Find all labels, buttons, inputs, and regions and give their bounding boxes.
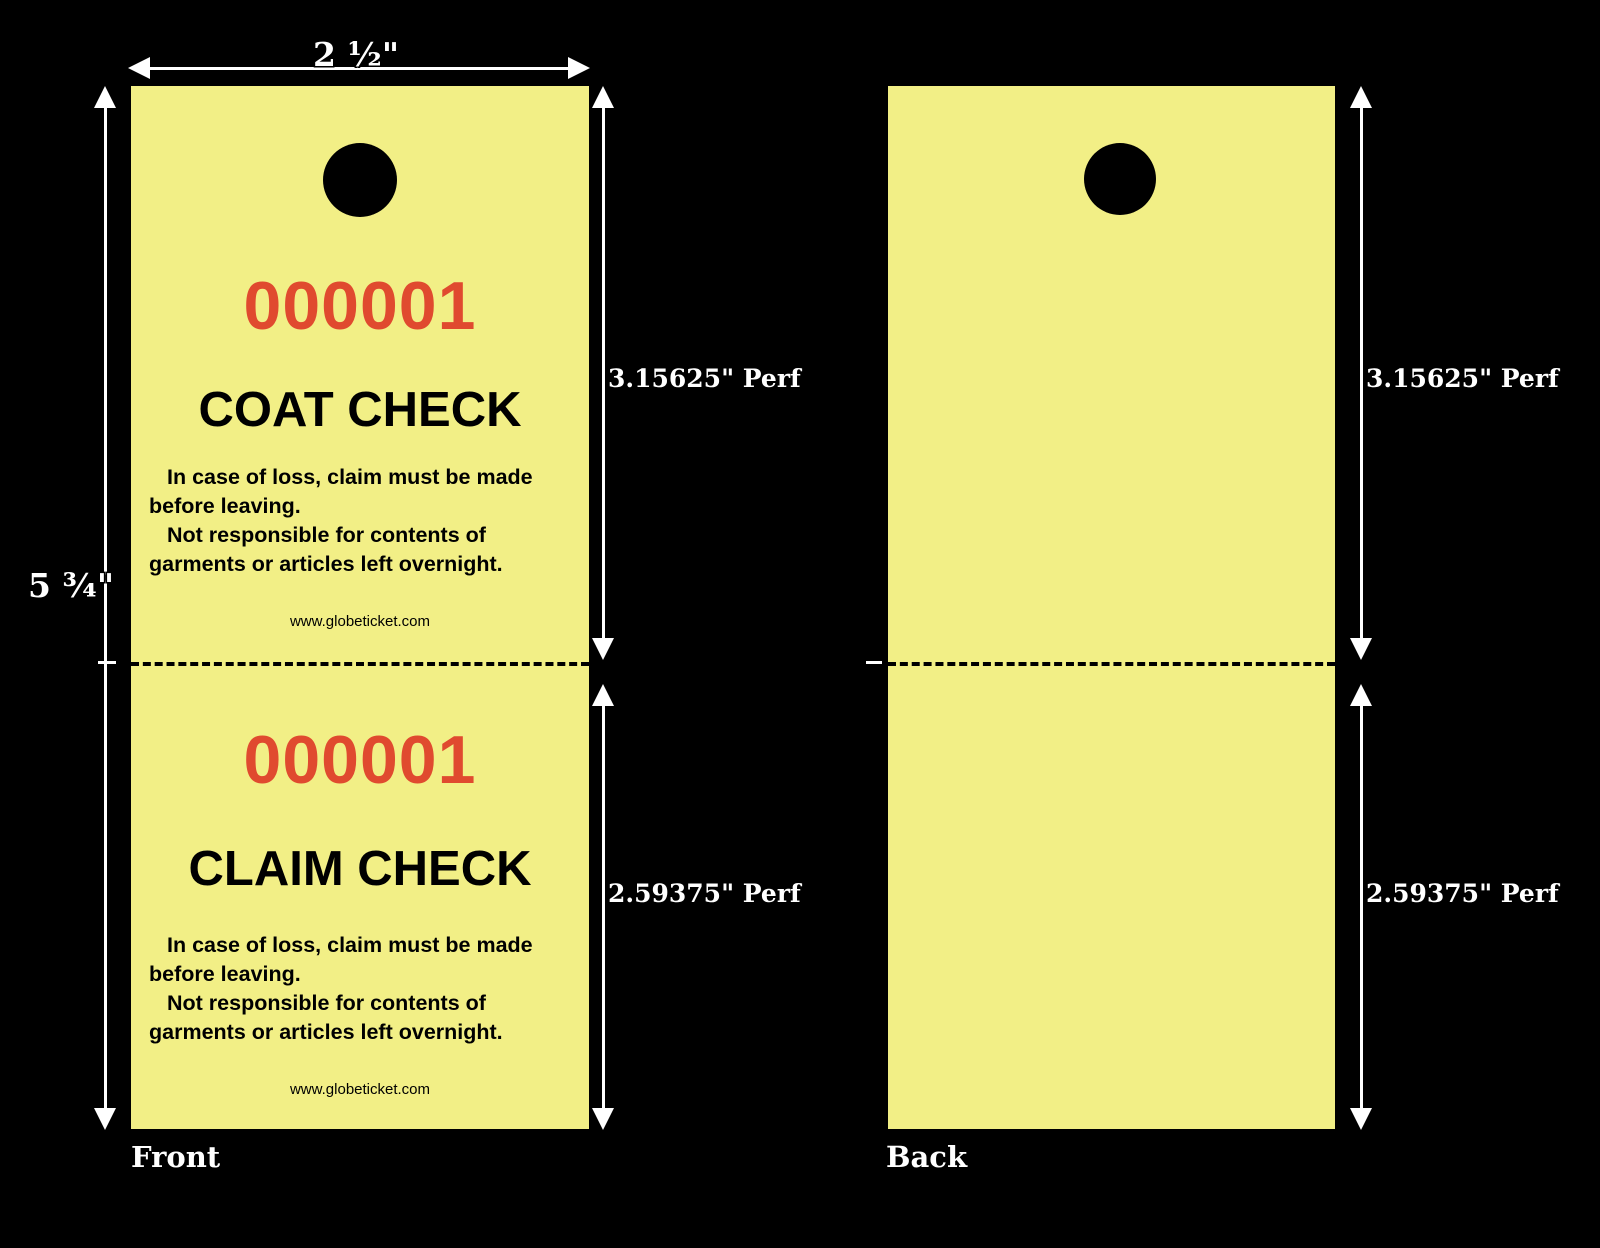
front-top-perf-arrow-up-icon bbox=[592, 86, 614, 108]
back-top-perf-label: 3.15625" Perf bbox=[1366, 364, 1559, 393]
punch-hole-icon bbox=[323, 143, 397, 217]
front-bottom-perf-line bbox=[602, 706, 605, 1108]
coat-check-terms-line1: In case of loss, claim must be made before leaving. bbox=[149, 465, 533, 519]
back-bottom-perf-arrow-up-icon bbox=[1350, 684, 1372, 706]
claim-check-number: 000001 bbox=[243, 722, 477, 798]
coat-check-title: COAT CHECK bbox=[198, 383, 522, 437]
back-bottom-perf-arrow-down-icon bbox=[1350, 1108, 1372, 1130]
front-side-label: Front bbox=[131, 1140, 221, 1174]
perforation-line-back bbox=[888, 662, 1335, 666]
front-bottom-perf-arrow-up-icon bbox=[592, 684, 614, 706]
coat-check-terms-line2: Not responsible for contents of garments or articles left overnight. bbox=[149, 523, 503, 577]
height-arrow-up-icon bbox=[94, 86, 116, 108]
height-label: 5 ³⁄₄" bbox=[28, 566, 115, 605]
front-top-perf-line bbox=[602, 108, 605, 638]
front-top-perf-label: 3.15625" Perf bbox=[608, 364, 801, 393]
claim-check-terms-line2: Not responsible for contents of garments or articles left overnight. bbox=[149, 991, 503, 1045]
back-bottom-perf-label: 2.59375" Perf bbox=[1366, 879, 1559, 908]
claim-check-terms bbox=[149, 931, 571, 1047]
claim-check-url: www.globeticket.com bbox=[289, 1081, 431, 1098]
front-top-perf-arrow-down-icon bbox=[592, 638, 614, 660]
width-arrow-left-icon bbox=[128, 57, 150, 79]
width-arrow-right-icon bbox=[568, 57, 590, 79]
front-bottom-perf-label: 2.59375" Perf bbox=[608, 879, 801, 908]
coat-check-terms bbox=[149, 463, 571, 579]
back-top-perf-arrow-up-icon bbox=[1350, 86, 1372, 108]
back-top-perf-line bbox=[1360, 108, 1363, 638]
ticket-front bbox=[131, 86, 589, 1129]
back-top-perf-arrow-down-icon bbox=[1350, 638, 1372, 660]
ticket-back bbox=[888, 86, 1335, 1129]
front-bottom-perf-arrow-down-icon bbox=[592, 1108, 614, 1130]
back-left-perf-tick bbox=[866, 661, 882, 664]
back-bottom-perf-line bbox=[1360, 706, 1363, 1108]
height-arrow-down-icon bbox=[94, 1108, 116, 1130]
perforation-line-front bbox=[131, 662, 589, 666]
claim-check-terms-line1: In case of loss, claim must be made before leaving. bbox=[149, 933, 533, 987]
punch-hole-icon bbox=[1084, 143, 1156, 215]
back-side-label: Back bbox=[886, 1140, 968, 1174]
height-dimension-line bbox=[104, 108, 107, 1108]
left-perf-tick bbox=[98, 661, 116, 664]
claim-check-title: CLAIM CHECK bbox=[188, 842, 532, 896]
coat-check-url: www.globeticket.com bbox=[289, 613, 431, 630]
coat-check-number: 000001 bbox=[243, 268, 477, 344]
width-label: 2 ¹⁄₂" bbox=[313, 35, 400, 74]
